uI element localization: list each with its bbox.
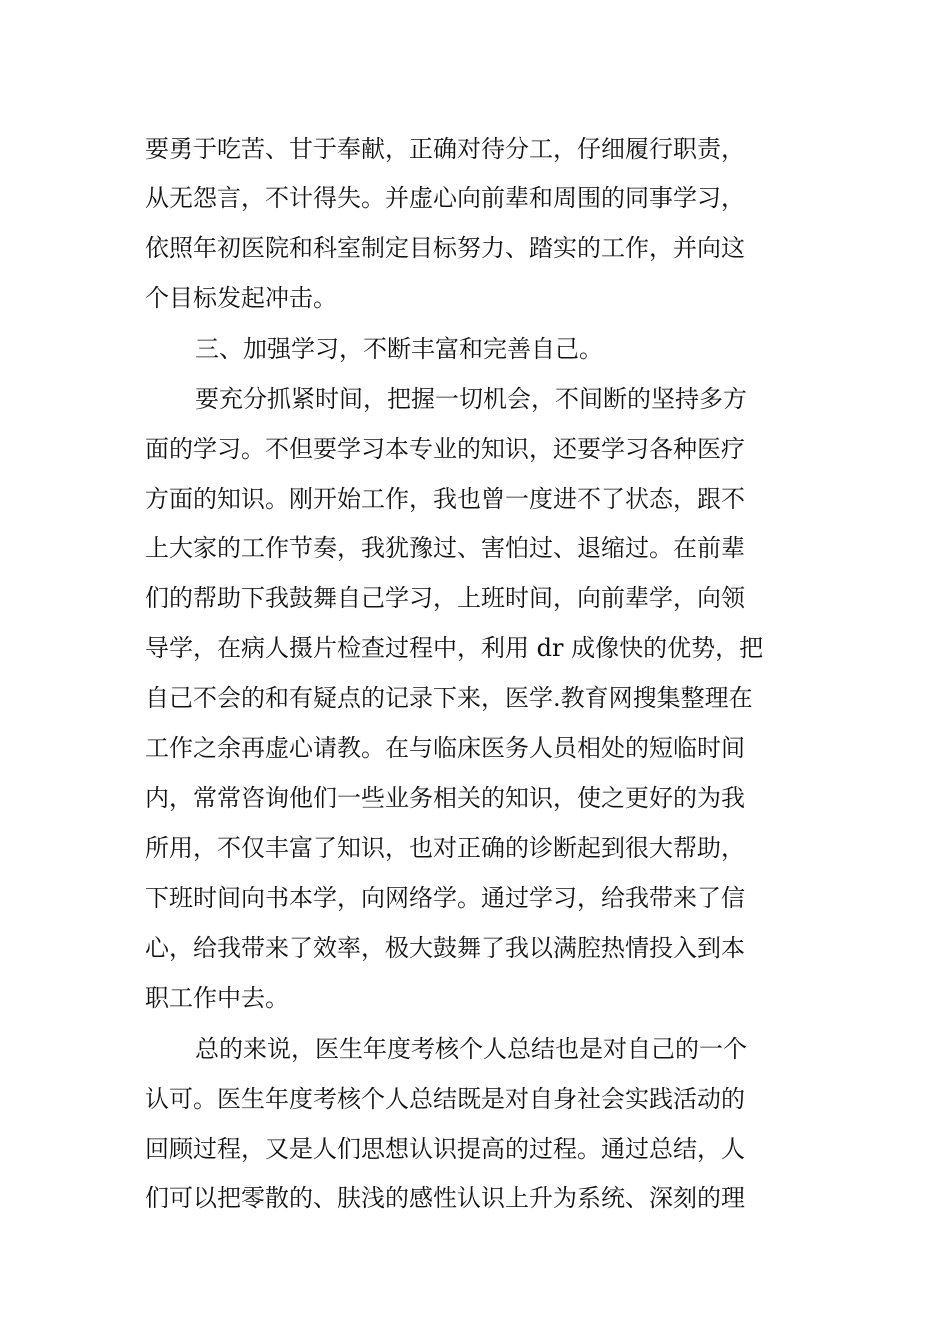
text-line: 面的学习。不但要学习本专业的知识，还要学习各种医疗 bbox=[145, 435, 745, 463]
text-line: 依照年初医院和科室制定目标努力、踏实的工作，并向这 bbox=[145, 234, 745, 262]
text-line: 要充分抓紧时间，把握一切机会，不间断的坚持多方 bbox=[195, 385, 747, 413]
text-line: 心，给我带来了效率，极大鼓舞了我以满腔热情投入到本 bbox=[145, 934, 745, 962]
text-line: 内，常常咨询他们一些业务相关的知识，使之更好的为我 bbox=[145, 784, 745, 812]
text-line: 职工作中去。 bbox=[145, 984, 289, 1012]
text-line: 个目标发起冲击。 bbox=[145, 284, 337, 312]
text-line: 要勇于吃苦、甘于奉献，正确对待分工，仔细履行职责， bbox=[145, 135, 745, 163]
text-line: 方面的知识。刚开始工作，我也曾一度进不了状态，跟不 bbox=[145, 485, 745, 513]
text-line: 自己不会的和有疑点的记录下来，医学.教育网搜集整理在 bbox=[145, 684, 753, 712]
text-line: 导学，在病人摄片检查过程中，利用 dr 成像快的优势，把 bbox=[145, 634, 764, 662]
text-line: 们的帮助下我鼓舞自己学习，上班时间，向前辈学，向领 bbox=[145, 584, 745, 612]
text-line: 回顾过程，又是人们思想认识提高的过程。通过总结，人 bbox=[145, 1135, 745, 1163]
text-line: 总的来说，医生年度考核个人总结也是对自己的一个 bbox=[195, 1035, 747, 1063]
text-line: 从无怨言，不计得失。并虚心向前辈和周围的同事学习， bbox=[145, 184, 745, 212]
text-line: 下班时间向书本学，向网络学。通过学习，给我带来了信 bbox=[145, 884, 745, 912]
section-heading: 三、加强学习，不断丰富和完善自己。 bbox=[195, 335, 603, 363]
text-line: 所用，不仅丰富了知识，也对正确的诊断起到很大帮助， bbox=[145, 834, 745, 862]
text-line: 们可以把零散的、肤浅的感性认识上升为系统、深刻的理 bbox=[145, 1184, 745, 1212]
text-line: 认可。医生年度考核个人总结既是对自身社会实践活动的 bbox=[145, 1085, 745, 1113]
text-line: 上大家的工作节奏，我犹豫过、害怕过、退缩过。在前辈 bbox=[145, 534, 745, 562]
text-line: 工作之余再虚心请教。在与临床医务人员相处的短临时间 bbox=[145, 734, 745, 762]
